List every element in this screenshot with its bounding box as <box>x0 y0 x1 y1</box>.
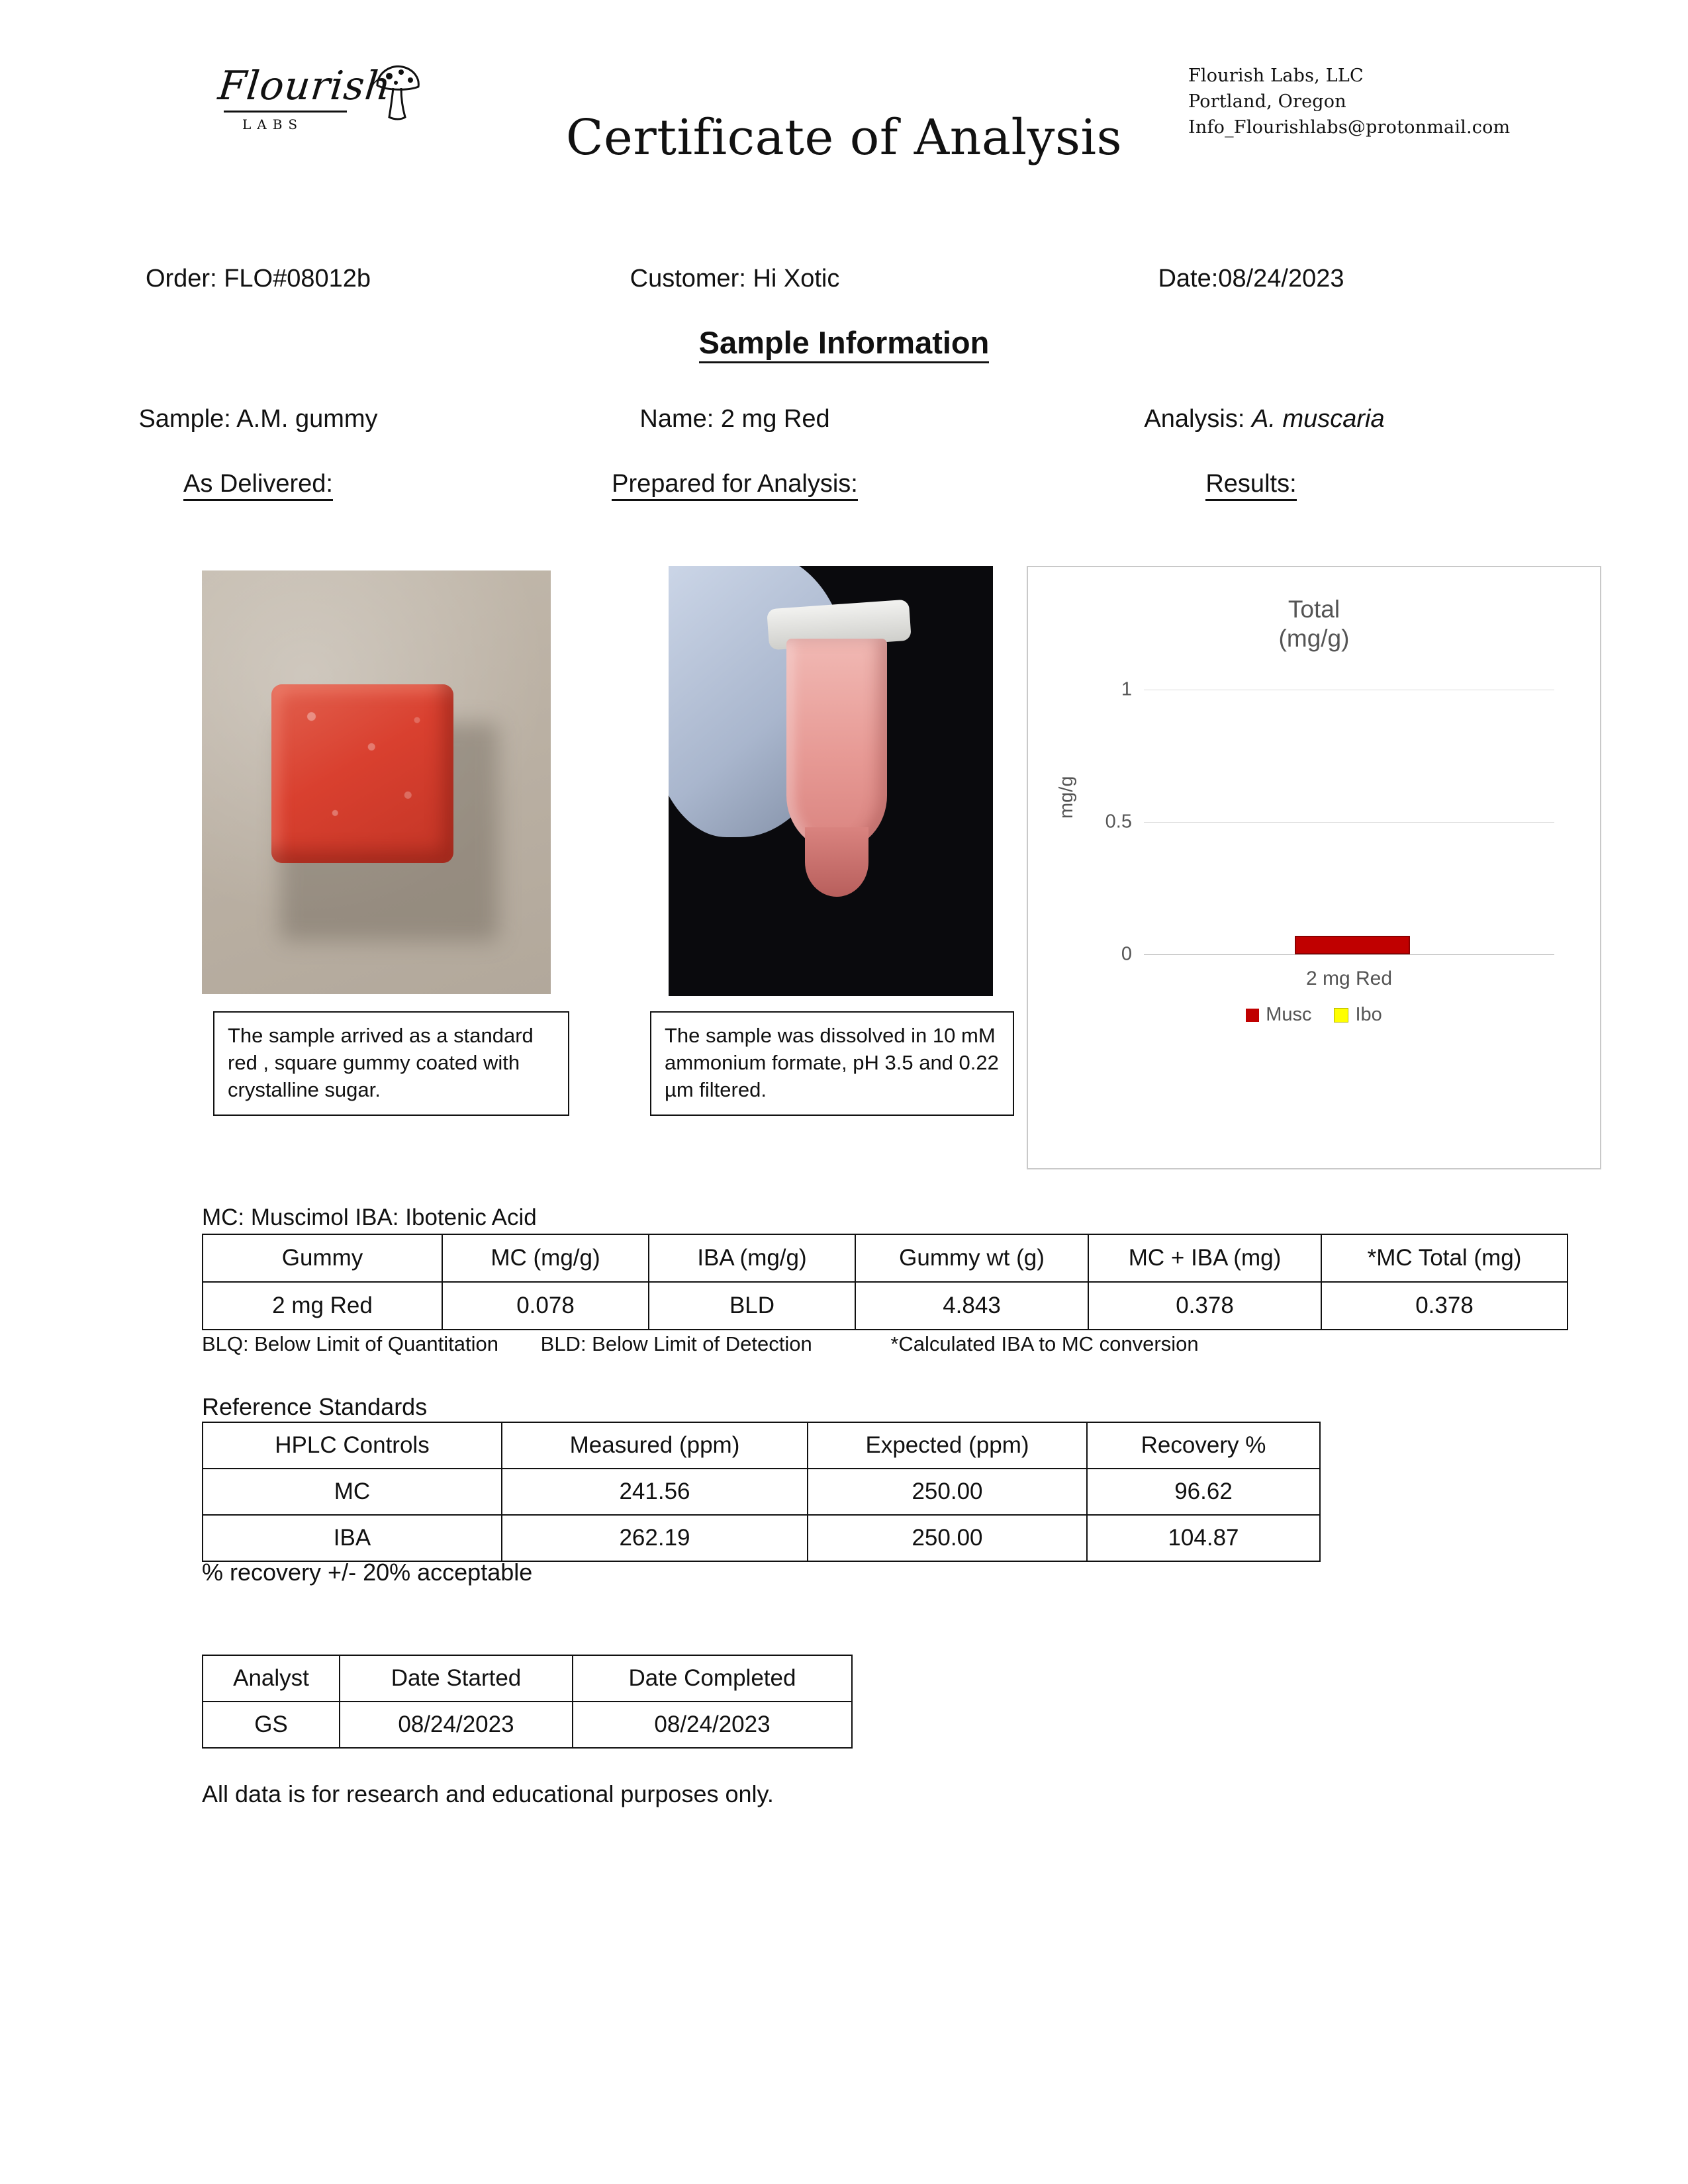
sample-row <box>0 405 1688 433</box>
prepared-sample-photo <box>669 566 993 996</box>
th-mc-total: *MC Total (mg) <box>1321 1234 1568 1282</box>
y-tick-0.5: 0.5 <box>1105 811 1132 833</box>
customer-name: Customer: Hi Xotic <box>630 265 840 293</box>
footnote-bld: BLD: Below Limit of Detection <box>540 1332 812 1355</box>
analysis-type <box>953 405 1575 433</box>
company-name: Flourish Labs, LLC <box>1188 66 1364 86</box>
tube-tip-image <box>805 827 868 897</box>
reference-standards-heading: Reference Standards <box>202 1393 428 1420</box>
cell-date-started: 08/24/2023 <box>340 1702 573 1748</box>
cell-control-mc: MC <box>203 1469 502 1515</box>
cell-recovery-mc: 96.62 <box>1087 1469 1320 1515</box>
page-title: Certificate of Analysis <box>565 109 1123 166</box>
cell-gummy-wt: 4.843 <box>855 1282 1088 1330</box>
analyst-table <box>202 1655 853 1749</box>
cell-iba: BLD <box>649 1282 855 1330</box>
legend-item-musc <box>1246 1004 1311 1026</box>
table-row <box>203 1515 1320 1561</box>
as-delivered-photo <box>202 570 551 994</box>
table-row <box>203 1702 852 1748</box>
legend-swatch-ibo <box>1334 1008 1348 1023</box>
results-heading: Results: <box>1205 470 1296 501</box>
chart-title-line2: (mg/g) <box>1278 625 1350 653</box>
report-date: Date:08/24/2023 <box>1158 265 1344 293</box>
disclaimer-text: All data is for research and educational purposes only. <box>202 1780 774 1807</box>
th-hplc-controls: HPLC Controls <box>203 1422 502 1469</box>
cell-gummy: 2 mg Red <box>203 1282 442 1330</box>
x-tick-label: 2 mg Red <box>1305 968 1393 989</box>
cell-mc: 0.078 <box>442 1282 649 1330</box>
sample-information-heading <box>0 324 1688 361</box>
table-header-row <box>203 1655 852 1702</box>
table-header-row <box>203 1234 1568 1282</box>
table-row <box>203 1469 1320 1515</box>
legend-swatch-musc <box>1246 1009 1259 1022</box>
tube-body-image <box>786 639 887 850</box>
company-email: Info_Flourishlabs@protonmail.com <box>1188 117 1511 138</box>
cell-expected-mc: 250.00 <box>808 1469 1087 1515</box>
logo-subtext: LABS <box>242 116 304 132</box>
table-row <box>203 1282 1568 1330</box>
th-analyst: Analyst <box>203 1655 340 1702</box>
company-info <box>1188 63 1510 140</box>
th-iba: IBA (mg/g) <box>649 1234 855 1282</box>
sample-information-label: Sample Information <box>699 325 990 363</box>
abbreviation-note: MC: Muscimol IBA: Ibotenic Acid <box>202 1205 537 1230</box>
cell-measured-iba: 262.19 <box>502 1515 808 1561</box>
analysis-label: Analysis: <box>1144 405 1245 433</box>
order-row <box>0 265 1688 293</box>
results-chart <box>1027 566 1601 1169</box>
cell-control-iba: IBA <box>203 1515 502 1561</box>
recovery-note: % recovery +/- 20% acceptable <box>202 1559 533 1586</box>
table-header-row <box>203 1422 1320 1469</box>
legend-label-musc: Musc <box>1266 1004 1312 1025</box>
th-mc: MC (mg/g) <box>442 1234 649 1282</box>
chart-plot-area <box>1105 678 1554 989</box>
y-tick-1: 1 <box>1121 678 1132 700</box>
th-gummy: Gummy <box>203 1234 442 1282</box>
order-number: Order: FLO#08012b <box>145 265 371 293</box>
chart-y-axis-label: mg/g <box>1056 776 1077 819</box>
company-city: Portland, Oregon <box>1188 91 1346 113</box>
axis-baseline <box>1144 954 1554 955</box>
cell-measured-mc: 241.56 <box>502 1469 808 1515</box>
chart-title <box>1028 595 1600 654</box>
as-delivered-caption: The sample arrived as a standard red , square gummy coated with crystalline sugar. <box>213 1011 569 1116</box>
as-delivered-heading: As Delivered: <box>183 470 333 501</box>
sample-name: Name: 2 mg Red <box>639 405 830 433</box>
gummy-sample-image <box>271 684 453 863</box>
cell-analyst: GS <box>203 1702 340 1748</box>
prepared-heading: Prepared for Analysis: <box>612 470 858 501</box>
cell-mc-total: 0.378 <box>1321 1282 1568 1330</box>
table-footnotes <box>202 1332 1460 1356</box>
th-measured: Measured (ppm) <box>502 1422 808 1469</box>
footnote-conversion: *Calculated IBA to MC conversion <box>890 1332 1199 1355</box>
th-mc-iba: MC + IBA (mg) <box>1088 1234 1321 1282</box>
th-recovery: Recovery % <box>1087 1422 1320 1469</box>
th-date-completed: Date Completed <box>573 1655 852 1702</box>
column-headings <box>0 470 1688 498</box>
th-date-started: Date Started <box>340 1655 573 1702</box>
prepared-caption: The sample was dissolved in 10 mM ammonium formate, pH 3.5 and 0.22 µm filtered. <box>650 1011 1014 1116</box>
chart-title-line1: Total <box>1288 596 1340 623</box>
logo-wordmark: Flourish <box>216 63 394 109</box>
sample-id: Sample: A.M. gummy <box>138 405 378 433</box>
cell-mc-iba: 0.378 <box>1088 1282 1321 1330</box>
th-gummy-wt: Gummy wt (g) <box>855 1234 1088 1282</box>
cell-date-completed: 08/24/2023 <box>573 1702 852 1748</box>
legend-label-ibo: Ibo <box>1355 1004 1382 1025</box>
cell-expected-iba: 250.00 <box>808 1515 1087 1561</box>
results-table <box>202 1234 1568 1330</box>
reference-standards-table <box>202 1422 1321 1562</box>
footnote-blq: BLQ: Below Limit of Quantitation <box>202 1332 499 1355</box>
y-tick-0: 0 <box>1121 943 1132 965</box>
bar-musc-2mg-red <box>1295 936 1410 954</box>
legend-item-ibo <box>1334 1004 1382 1026</box>
th-expected: Expected (ppm) <box>808 1422 1087 1469</box>
analysis-value: A. muscaria <box>1252 405 1385 433</box>
gridline-0.5 <box>1144 822 1554 823</box>
cell-recovery-iba: 104.87 <box>1087 1515 1320 1561</box>
chart-legend <box>1028 1004 1600 1026</box>
